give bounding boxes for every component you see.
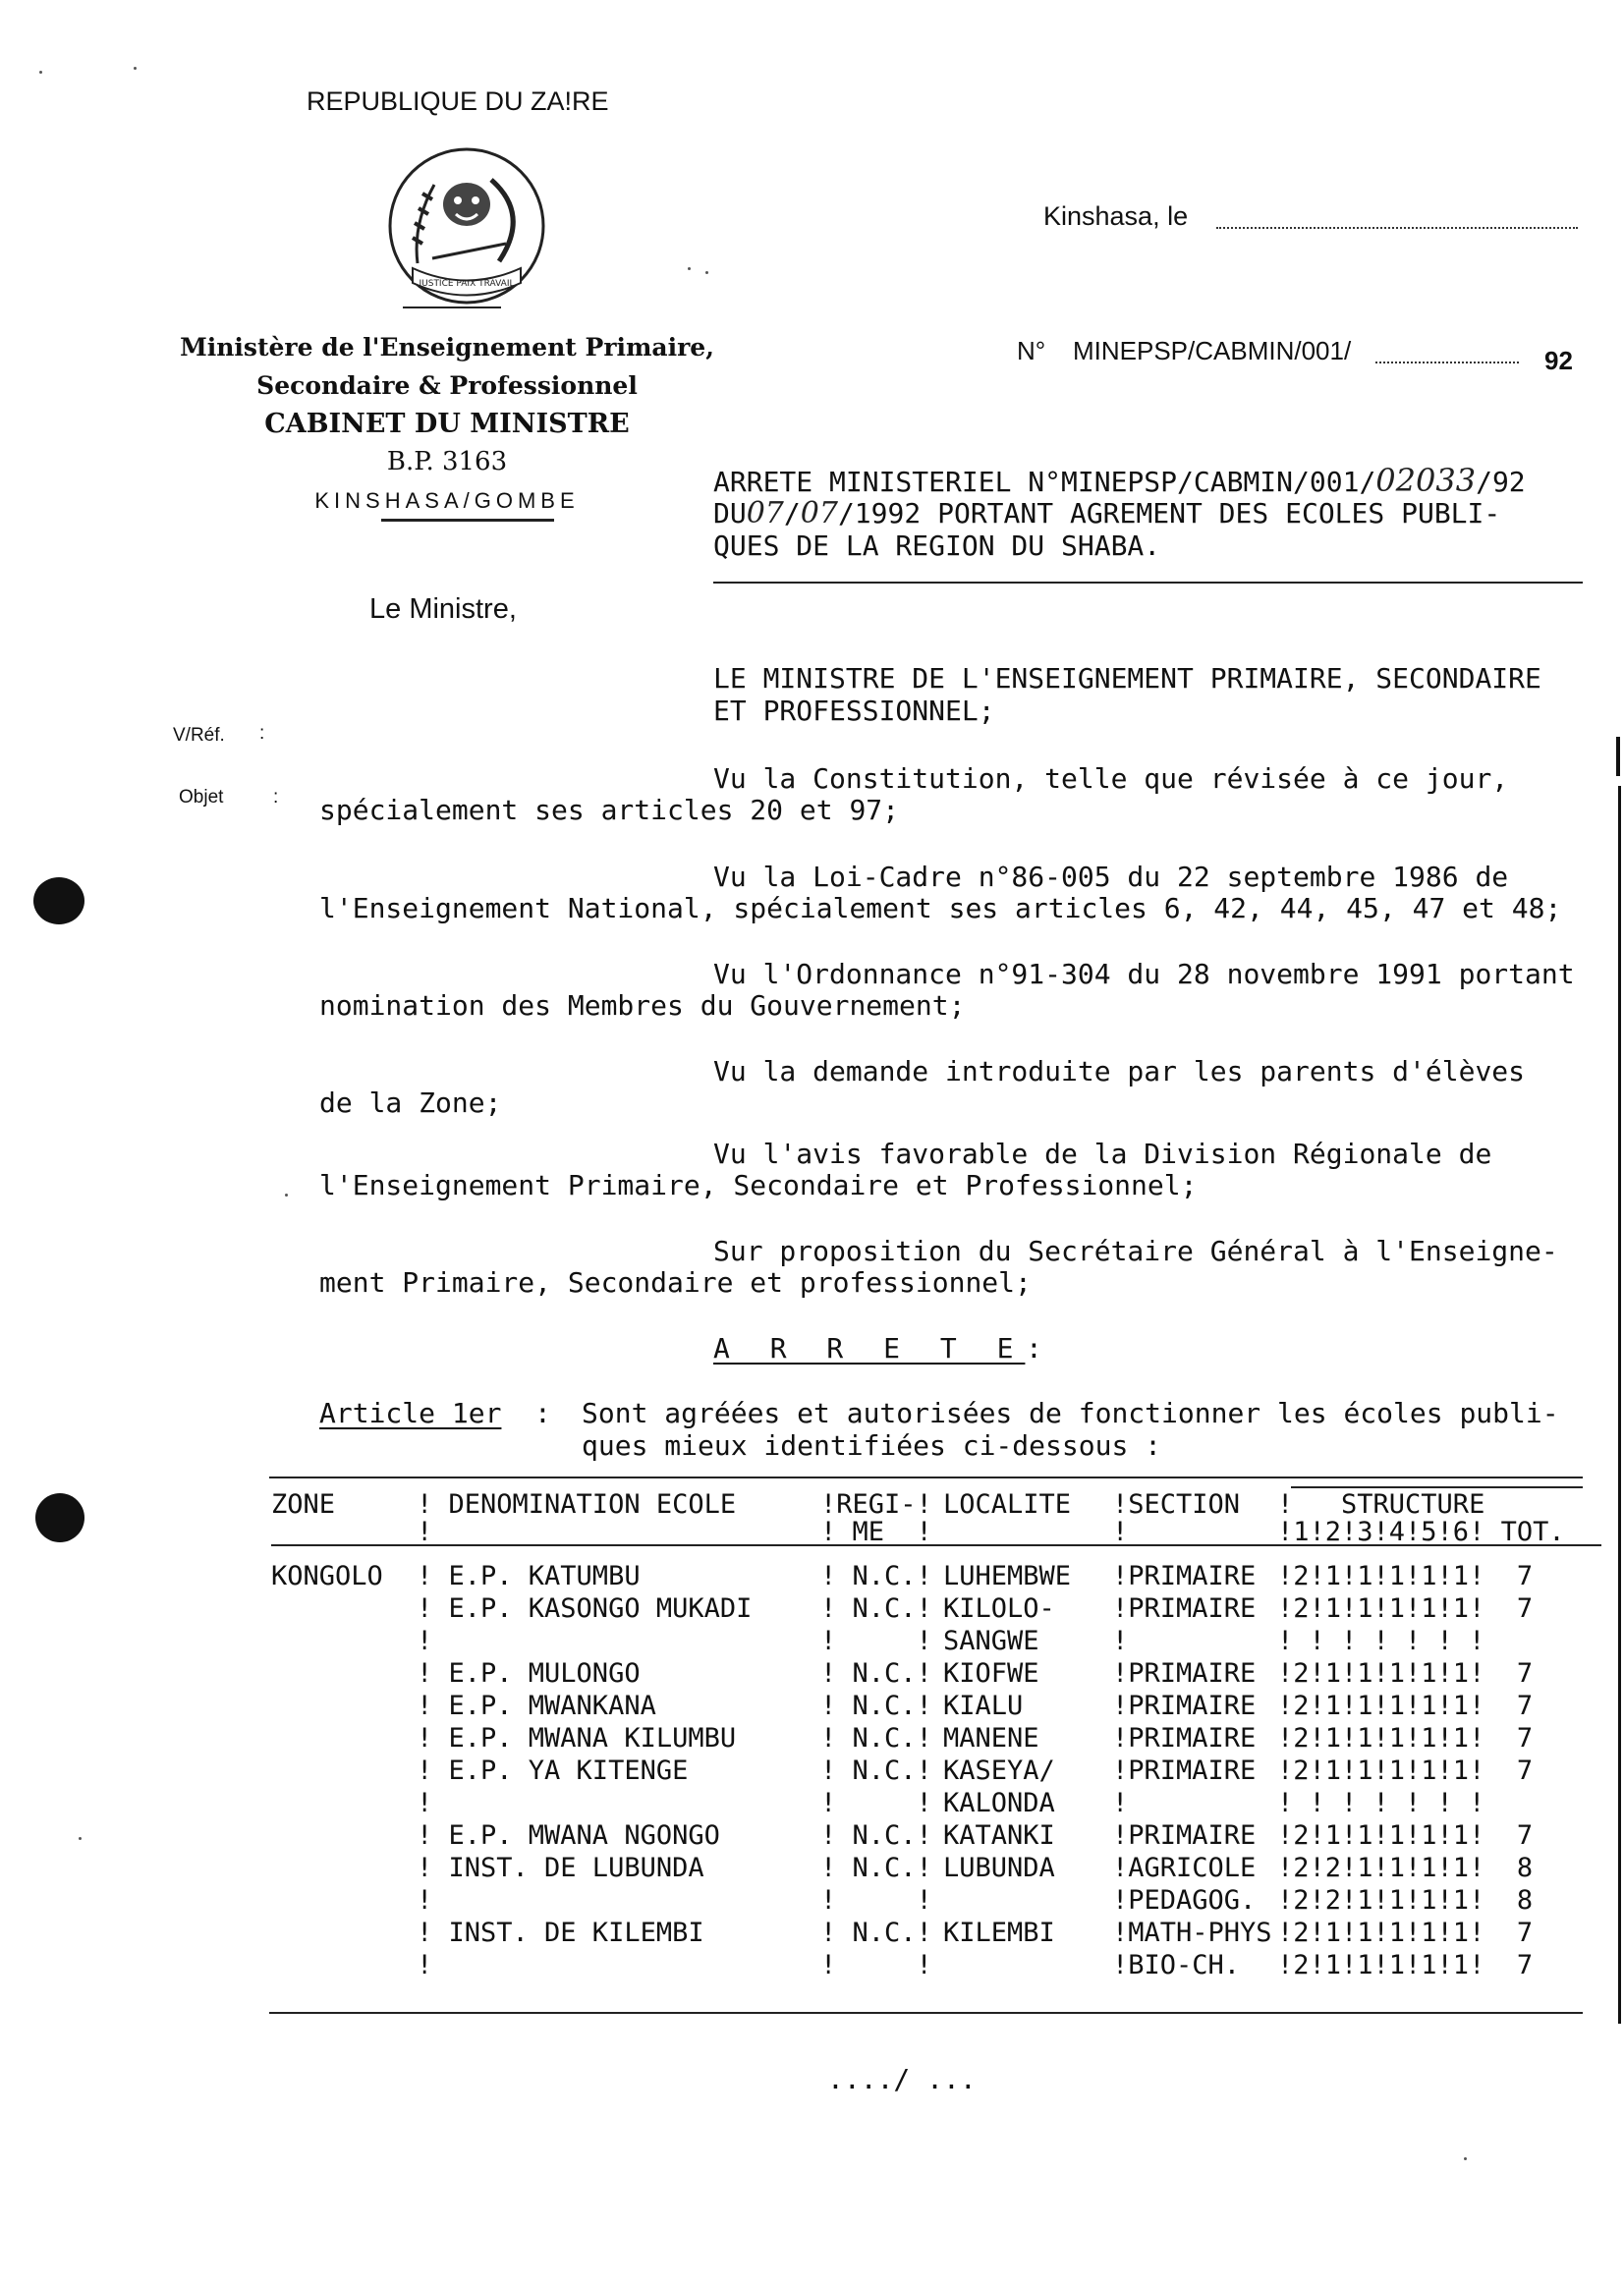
decree-title-line-3: QUES DE LA REGION DU SHABA. [713,529,1161,562]
cell-section: !PRIMAIRE [1112,1723,1257,1754]
cell-section: !BIO-CH. [1112,1950,1241,1980]
reference-code: MINEPSP/CABMIN/001/ [1073,336,1352,365]
cell-locality: KILEMBI [943,1918,1055,1948]
cell-section: !AGRICOLE [1112,1853,1257,1883]
cell-section: ! [1112,1626,1129,1656]
header-rule [271,1545,1601,1560]
ministry-line-1: Ministère de l'Enseignement Primaire, [180,333,714,362]
table-row [271,1787,1601,1819]
reference-prefix: N° [1017,336,1046,365]
header-denomination-2: ! [417,1517,433,1547]
handwritten-month: 07 [800,496,838,530]
cell-locality: KIALU [943,1691,1024,1721]
cell-structure: !2!1!1!1!1!1! 7 [1277,1593,1534,1624]
header-regime: !REGI-! [820,1489,932,1520]
cell-regime: ! ! [820,1788,932,1818]
cell-school: ! [417,1626,433,1656]
cell-structure: ! ! ! ! ! ! ! [1277,1788,1485,1818]
punch-hole-top [33,877,84,924]
cell-zone: KONGOLO [271,1561,383,1591]
cell-structure: !2!1!1!1!1!1! 7 [1277,1723,1534,1754]
table-row [271,1949,1601,1981]
vu-avis-line-1: Vu l'avis favorable de la Division Régionale de [713,1138,1492,1170]
decree-title-line-2: DU07/07/1992 PORTANT AGREMENT DES ECOLES PUBLI- [713,496,1501,530]
cell-section: !PEDAGOG. [1112,1885,1257,1916]
cell-zone [271,1852,417,1884]
objet-label: Objet [179,787,224,808]
cell-school: ! E.P. MWANA KILUMBU [417,1723,737,1754]
cell-regime: ! N.C.! [820,1691,932,1721]
cell-locality: KILOLO- [943,1593,1055,1624]
article-line-1: Sont agréées et autorisées de fonctionner les écoles publi- [582,1397,1559,1429]
continuation-marker: ..../ ... [827,2063,977,2095]
cell-school: ! E.P. MWANA NGONGO [417,1820,720,1851]
cell-regime: ! N.C.! [820,1561,932,1591]
cabinet-line: CABINET DU MINISTRE [264,409,630,439]
table-bottom-rule [269,2012,1583,2014]
table-header-row [271,1521,1601,1545]
cell-section: !MATH-PHYS [1112,1918,1272,1948]
vu-ordonnance-line-1: Vu l'Ordonnance n°91-304 du 28 novembre 1991 portant [713,958,1575,990]
cell-structure: !2!1!1!1!1!1! 7 [1277,1691,1534,1721]
cell-locality: KATANKI [943,1820,1055,1851]
table-row [271,1560,1601,1592]
cell-section: ! [1112,1788,1129,1818]
table-row [271,1755,1601,1787]
cell-regime: ! N.C.! [820,1593,932,1624]
article-colon: : [534,1397,551,1429]
vu-loi-cadre-line-1: Vu la Loi-Cadre n°86-005 du 22 septembre 1986 de [713,861,1509,893]
vu-constitution-line-1: Vu la Constitution, telle que révisée à ce jour, [713,762,1509,795]
cell-regime: ! N.C.! [820,1918,932,1948]
table-row [271,1592,1601,1625]
vref-label: V/Réf. [173,725,225,746]
title-rule [713,582,1583,584]
vu-constitution-line-2: spécialement ses articles 20 et 97; [319,794,900,826]
vref-colon: : [259,723,265,744]
cell-structure: !2!1!1!1!1!1! 7 [1277,1918,1534,1948]
scan-speck [134,67,137,70]
punch-hole-bottom [35,1493,84,1542]
article-line-2: ques mieux identifiées ci-dessous : [582,1429,1162,1462]
cell-school: ! E.P. MULONGO [417,1658,641,1689]
cell-school: ! [417,1950,433,1980]
scan-speck [688,267,691,270]
cell-locality [943,1884,1112,1917]
country-heading: REPUBLIQUE DU ZA!RE [307,86,609,116]
table-row [271,1722,1601,1755]
cell-zone [271,1949,417,1981]
cell-regime: ! ! [820,1950,932,1980]
cell-regime: ! N.C.! [820,1820,932,1851]
cell-school: ! [417,1788,433,1818]
cell-locality: LUHEMBWE [943,1561,1072,1591]
cell-locality: KIOFWE [943,1658,1039,1689]
scan-edge-mark [1616,737,1620,776]
cell-structure: !2!2!1!1!1!1! 8 [1277,1853,1534,1883]
cell-zone [271,1690,417,1722]
scan-speck [705,271,708,274]
cell-locality: SANGWE [943,1626,1039,1656]
decree-title-line-1: ARRETE MINISTERIEL N°MINEPSP/CABMIN/001/02033/92 [713,462,1526,499]
vu-ordonnance-line-2: nomination des Membres du Gouvernement; [319,989,966,1022]
table-row [271,1625,1601,1657]
header-section-2: ! [1112,1517,1129,1547]
proposition-line-2: ment Primaire, Secondaire et professionnel; [319,1266,1032,1299]
cell-locality: KASEYA/ [943,1756,1055,1786]
table-top-rule [269,1477,1583,1478]
minister-line-1: LE MINISTRE DE L'ENSEIGNEMENT PRIMAIRE, SECONDAIRE [713,662,1541,695]
header-zone: ZONE [271,1489,336,1520]
cell-zone [271,1787,417,1819]
arrete-colon: : [1026,1332,1042,1365]
cell-zone [271,1884,417,1917]
cell-structure: !2!1!1!1!1!1! 7 [1277,1756,1534,1786]
cell-zone [271,1917,417,1949]
header-regime-2: ! ME ! [820,1517,932,1547]
cell-structure: ! ! ! ! ! ! ! [1277,1626,1485,1656]
header-denomination: ! DENOMINATION ECOLE [417,1489,737,1520]
city-underline [381,519,554,522]
cell-zone [271,1592,417,1625]
schools-table [271,1488,1601,1981]
cell-school: ! E.P. KATUMBU [417,1561,641,1591]
proposition-line-1: Sur proposition du Secrétaire Général à l'Enseigne- [713,1235,1558,1267]
reference-year: 92 [1544,346,1573,375]
cell-school: ! E.P. MWANKANA [417,1691,656,1721]
cell-structure: !2!1!1!1!1!1! 7 [1277,1820,1534,1851]
table-row [271,1917,1601,1949]
cell-school: ! E.P. KASONGO MUKADI [417,1593,753,1624]
cell-zone [271,1722,417,1755]
postal-box: B.P. 3163 [386,447,508,476]
cell-zone [271,1657,417,1690]
date-dotted-line [1216,227,1578,229]
cell-section: !PRIMAIRE [1112,1756,1257,1786]
cell-regime: ! N.C.! [820,1853,932,1883]
scan-speck [39,71,42,74]
cell-zone [271,1625,417,1657]
reference-dotted-line [1375,362,1519,363]
vu-avis-line-2: l'Enseignement Primaire, Secondaire et Professionnel; [319,1169,1198,1201]
cell-locality [943,1949,1112,1981]
table-row [271,1657,1601,1690]
cell-regime: ! N.C.! [820,1658,932,1689]
header-localite: LOCALITE [943,1489,1072,1520]
table-row [271,1690,1601,1722]
header-zone-2 [271,1521,417,1545]
cell-school: ! INST. DE LUBUNDA [417,1853,704,1883]
scan-speck [79,1837,82,1840]
cell-section: !PRIMAIRE [1112,1820,1257,1851]
seal-motto: JUSTICE PAIX TRAVAIL [419,279,515,289]
cell-regime: ! N.C.! [820,1756,932,1786]
header-section: !SECTION [1112,1489,1241,1520]
city-line: KINSHASA/GOMBE [314,488,580,513]
cell-regime: ! N.C.! [820,1723,932,1754]
objet-colon: : [273,787,279,808]
coat-of-arms-seal-icon [373,145,560,312]
header-localite-2 [943,1521,1112,1545]
cell-section: !PRIMAIRE [1112,1561,1257,1591]
cell-locality: LUBUNDA [943,1853,1055,1883]
cell-structure: !2!1!1!1!1!1! 7 [1277,1658,1534,1689]
table-row [271,1884,1601,1917]
seal-underline [403,307,501,308]
arrete-heading: A R R E T E [713,1332,1026,1365]
cell-locality: MANENE [943,1723,1039,1754]
place-date-label: Kinshasa, le [1043,201,1189,231]
vu-loi-cadre-line-2: l'Enseignement National, spécialement ses articles 6, 42, 44, 45, 47 et 48; [319,892,1562,924]
minister-line-2: ET PROFESSIONNEL; [713,695,995,727]
cell-structure: !2!1!1!1!1!1! 7 [1277,1950,1534,1980]
cell-school: ! [417,1885,433,1916]
cell-regime: ! ! [820,1885,932,1916]
header-structure: ! STRUCTURE [1277,1489,1485,1520]
ministry-line-2: Secondaire & Professionnel [256,371,638,400]
handwritten-decree-number: 02033 [1375,462,1477,499]
cell-section: !PRIMAIRE [1112,1593,1257,1624]
table-row [271,1819,1601,1852]
cell-school: ! E.P. YA KITENGE [417,1756,689,1786]
header-structure-2: !1!2!3!4!5!6! TOT. [1277,1517,1565,1547]
scan-speck [285,1194,288,1197]
table-row [271,1852,1601,1884]
cell-school: ! INST. DE KILEMBI [417,1918,704,1948]
cell-structure: !2!1!1!1!1!1! 7 [1277,1561,1534,1591]
signatory: Le Ministre, [369,593,517,625]
scan-speck [1464,2157,1467,2160]
cell-structure: !2!2!1!1!1!1! 8 [1277,1885,1534,1916]
cell-locality: KALONDA [943,1788,1055,1818]
cell-zone [271,1819,417,1852]
scan-edge-line [1618,786,1621,2024]
cell-zone [271,1755,417,1787]
vu-demande-line-1: Vu la demande introduite par les parents d'élèves [713,1055,1526,1087]
cell-regime: ! ! [820,1626,932,1656]
ministry-block [167,328,727,520]
article-label: Article 1er [319,1397,502,1429]
vu-demande-line-2: de la Zone; [319,1087,502,1119]
handwritten-day: 07 [746,496,784,530]
cell-section: !PRIMAIRE [1112,1691,1257,1721]
cell-section: !PRIMAIRE [1112,1658,1257,1689]
